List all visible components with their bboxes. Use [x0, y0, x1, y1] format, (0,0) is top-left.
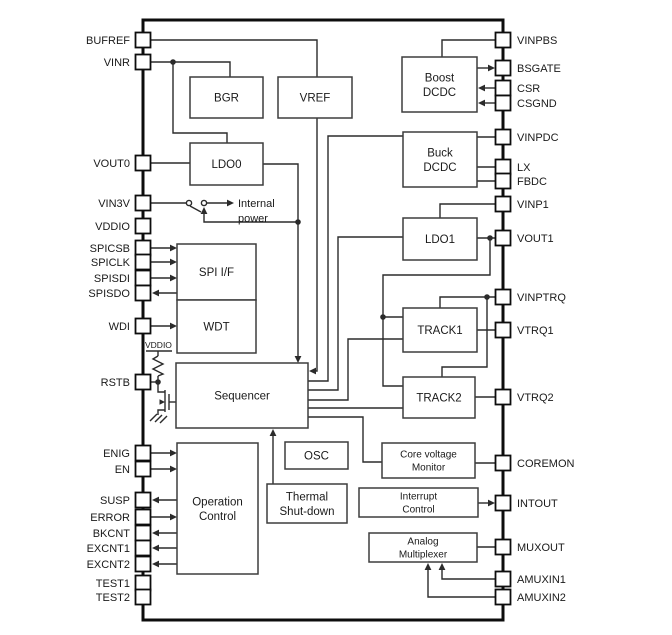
pin-right-vinpdc [496, 130, 559, 145]
block-ldo0-label: LDO0 [211, 159, 242, 172]
pin-right-vtrq1 [496, 323, 554, 338]
ground-icon [160, 416, 167, 423]
block-operation-control-label: Operation [192, 496, 243, 509]
block-sequencer [176, 363, 308, 428]
pin-label: LX [517, 162, 531, 174]
block-boost-dcdc-box [402, 57, 477, 112]
pin-pad [496, 572, 511, 587]
switch-icon [186, 200, 191, 205]
pin-label: VINPBS [517, 35, 558, 47]
pin-left-spiclk [91, 255, 151, 270]
block-osc [285, 442, 348, 469]
junction-dot [487, 235, 493, 241]
wire [442, 40, 495, 57]
pin-pad [136, 510, 151, 525]
block-boost-dcdc-label: DCDC [422, 86, 457, 99]
junction-dot [484, 294, 490, 300]
block-core-voltage-monitor-label: Core voltage [400, 449, 457, 461]
arrowhead [152, 561, 159, 568]
block-ldo1-label: LDO1 [424, 234, 456, 247]
pin-right-muxout [496, 540, 565, 555]
pin-pad [496, 323, 511, 338]
pin-right-intout [496, 496, 559, 511]
block-thermal-shutdown-label: Thermal [285, 491, 329, 504]
block-osc-label: OSC [304, 450, 329, 463]
pin-right-fbdc [496, 174, 548, 189]
pin-label: TEST2 [95, 592, 130, 604]
pin-label: COREMON [517, 458, 575, 470]
pin-label: CSR [517, 83, 541, 95]
wire [308, 237, 403, 390]
block-buck-dcdc [403, 132, 477, 187]
wire [442, 570, 495, 579]
pin-label: BSGATE [517, 63, 561, 75]
pin-pad [496, 590, 511, 605]
arrowhead [170, 259, 177, 266]
pin-pad [136, 493, 151, 508]
pin-pad [136, 255, 151, 270]
arrowhead [170, 275, 177, 282]
pin-left-vddio [95, 219, 150, 234]
pin-left-spicsb [90, 241, 151, 256]
block-operation-control-box [177, 443, 258, 574]
pin-right-vtrq2 [496, 390, 554, 405]
block-bgr-label: BGR [214, 92, 239, 105]
internal-power-label: power [238, 213, 268, 225]
pin-left-spisdi [94, 271, 151, 286]
pin-left-rstb [101, 375, 151, 390]
pin-label: SPISDI [93, 273, 130, 285]
block-operation-control [177, 443, 258, 574]
block-thermal-shutdown-label: Shut-down [279, 505, 335, 518]
block-buck-dcdc-label: DCDC [423, 161, 457, 174]
block-analog-multiplexer-label: Multiplexer [398, 549, 448, 561]
pin-label: VTRQ1 [517, 325, 554, 337]
block-interrupt-control-label: Control [402, 504, 435, 516]
block-spi-if [177, 244, 256, 300]
arrowhead [488, 500, 495, 507]
wire [440, 204, 495, 218]
block-analog-multiplexer-label: Analog [407, 536, 439, 548]
arrowhead [478, 85, 485, 92]
block-core-voltage-monitor-label: Monitor [411, 462, 446, 474]
pin-pad [136, 590, 151, 605]
arrowhead [152, 497, 159, 504]
pin-pad [136, 446, 151, 461]
arrowhead [478, 100, 485, 107]
pins-left [86, 33, 151, 605]
block-wdt [177, 300, 256, 353]
pin-pad [496, 130, 511, 145]
pin-label: VINPDC [517, 132, 559, 144]
junction-dot [295, 219, 301, 225]
pin-label: SPICLK [90, 257, 130, 269]
ground-icon [150, 414, 157, 421]
pin-pad [136, 241, 151, 256]
pin-pad [136, 271, 151, 286]
pin-label: RSTB [100, 377, 130, 389]
pin-right-vinp1 [496, 197, 549, 212]
block-buck-dcdc-box [403, 132, 477, 187]
pin-pad [136, 557, 151, 572]
pin-pad [496, 197, 511, 212]
arrowhead [152, 545, 159, 552]
pin-left-spisdo [88, 286, 150, 301]
block-interrupt-control [359, 488, 478, 517]
arrowhead [270, 429, 277, 436]
arrowhead [201, 207, 208, 214]
block-ldo1 [403, 218, 477, 260]
pin-pad [496, 81, 511, 96]
pin-pad [496, 174, 511, 189]
pin-label: VTRQ2 [517, 392, 554, 404]
pin-pad [136, 526, 151, 541]
block-track2-label: TRACK2 [416, 392, 462, 405]
pin-label: ERROR [90, 512, 130, 524]
junction-dot [380, 314, 386, 320]
pin-pad [136, 286, 151, 301]
block-track1 [403, 308, 477, 352]
pin-pad [496, 456, 511, 471]
pin-left-bufref [86, 33, 151, 48]
pin-pad [496, 290, 511, 305]
block-boost-dcdc-label: Boost [424, 72, 455, 85]
arrowhead [170, 323, 177, 330]
pin-pad [496, 61, 511, 76]
pin-label: VOUT1 [517, 233, 554, 245]
switch-icon [201, 200, 206, 205]
pin-left-vinr [104, 55, 151, 70]
arrowhead [488, 65, 495, 72]
pin-label: VINR [103, 57, 130, 69]
pin-pad [136, 55, 151, 70]
pin-pad [136, 319, 151, 334]
ground-icon [155, 415, 162, 422]
block-ldo0 [190, 143, 263, 185]
pin-label: EXCNT1 [86, 543, 130, 555]
mosfet-arrow-icon [160, 399, 166, 404]
pin-left-error [90, 510, 150, 525]
arrowhead [227, 200, 234, 207]
block-operation-control-label: Control [198, 510, 237, 523]
pin-label: VINPTRQ [517, 292, 566, 304]
block-vref [278, 77, 352, 118]
blocks [176, 57, 478, 574]
block-interrupt-control-label: Interrupt [399, 491, 438, 503]
pin-label: MUXOUT [517, 542, 565, 554]
pin-pad [136, 33, 151, 48]
vddio-pullup-label: VDDIO [145, 340, 172, 350]
internal-power-label: Internal [238, 198, 275, 210]
pin-right-csr [496, 81, 541, 96]
pin-label: VDDIO [95, 221, 130, 233]
block-track2 [403, 377, 475, 418]
block-vref-label: VREF [299, 92, 331, 105]
block-thermal-shutdown [267, 484, 347, 523]
pin-right-vout1 [496, 231, 554, 246]
wire [263, 164, 298, 356]
pin-label: VIN3V [98, 198, 130, 210]
pin-left-test1 [96, 576, 151, 591]
pin-right-lx [496, 160, 532, 175]
block-spi-if-label: SPI I/F [198, 267, 235, 280]
junction-dot [155, 379, 161, 385]
arrowhead [152, 530, 159, 537]
pin-left-bkcnt [93, 526, 151, 541]
wire [308, 136, 403, 381]
pin-pad [136, 576, 151, 591]
arrowhead [170, 450, 177, 457]
pin-pad [496, 231, 511, 246]
block-wdt-label: WDT [203, 321, 230, 334]
pin-left-wdi [109, 319, 151, 334]
pins-right [496, 33, 575, 605]
pin-right-amuxin2 [496, 590, 566, 605]
pin-label: WDI [108, 321, 130, 333]
pin-label: VOUT0 [93, 158, 130, 170]
pin-left-test2 [96, 590, 151, 605]
wire [151, 40, 317, 77]
arrowhead [425, 563, 432, 570]
pin-left-enig [103, 446, 150, 461]
arrowhead [295, 356, 302, 363]
pin-pad [136, 462, 151, 477]
wire [190, 206, 201, 212]
wire [308, 339, 403, 400]
pin-left-susp [100, 493, 150, 508]
pin-label: SPICSB [89, 243, 130, 255]
pin-pad [496, 390, 511, 405]
arrowhead [309, 368, 316, 375]
block-core-voltage-monitor [382, 443, 475, 478]
block-analog-multiplexer [369, 533, 477, 562]
arrowhead [170, 466, 177, 473]
pin-pad [136, 219, 151, 234]
pin-label: TEST1 [95, 578, 130, 590]
arrowhead [152, 290, 159, 297]
pin-label: EXCNT2 [86, 559, 130, 571]
block-track1-label: TRACK1 [417, 325, 463, 338]
pin-right-vinpbs [496, 33, 558, 48]
pin-pad [496, 496, 511, 511]
arrowhead [170, 245, 177, 252]
pin-label: VINP1 [517, 199, 549, 211]
pin-right-vinptrq [496, 290, 567, 305]
pin-left-en [115, 462, 151, 477]
pin-pad [496, 33, 511, 48]
pin-label: AMUXIN2 [517, 592, 566, 604]
junction-dot [170, 59, 176, 65]
pin-left-vin3v [98, 196, 150, 211]
pin-label: BKCNT [92, 528, 130, 540]
wire [158, 410, 165, 415]
pin-pad [496, 540, 511, 555]
pin-label: ENIG [103, 448, 130, 460]
wire [428, 570, 495, 597]
pin-right-bsgate [496, 61, 561, 76]
pin-label: INTOUT [517, 498, 558, 510]
resistor-icon [153, 356, 163, 376]
pin-right-coremon [496, 456, 575, 471]
pin-left-vout0 [93, 156, 150, 171]
pin-pad [136, 156, 151, 171]
pin-label: FBDC [517, 176, 547, 188]
pin-label: SUSP [100, 495, 130, 507]
arrowhead [439, 563, 446, 570]
block-boost-dcdc [402, 57, 477, 112]
pin-left-excnt1 [87, 541, 151, 556]
pin-label: SPISDO [88, 288, 130, 300]
block-bgr [190, 77, 263, 118]
pin-label: BUFREF [86, 35, 130, 47]
pin-label: CSGND [517, 98, 557, 110]
block-sequencer-label: Sequencer [214, 390, 270, 403]
pin-pad [136, 375, 151, 390]
pin-pad [496, 160, 511, 175]
wire [151, 62, 230, 77]
pin-left-excnt2 [87, 557, 151, 572]
pin-right-amuxin1 [496, 572, 566, 587]
pin-right-csgnd [496, 96, 557, 111]
pin-label: AMUXIN1 [517, 574, 566, 586]
pin-label: EN [114, 464, 130, 476]
block-buck-dcdc-label: Buck [427, 147, 453, 160]
pin-pad [136, 196, 151, 211]
wire [316, 118, 317, 371]
pin-pad [136, 541, 151, 556]
arrowhead [170, 514, 177, 521]
pin-pad [496, 96, 511, 111]
